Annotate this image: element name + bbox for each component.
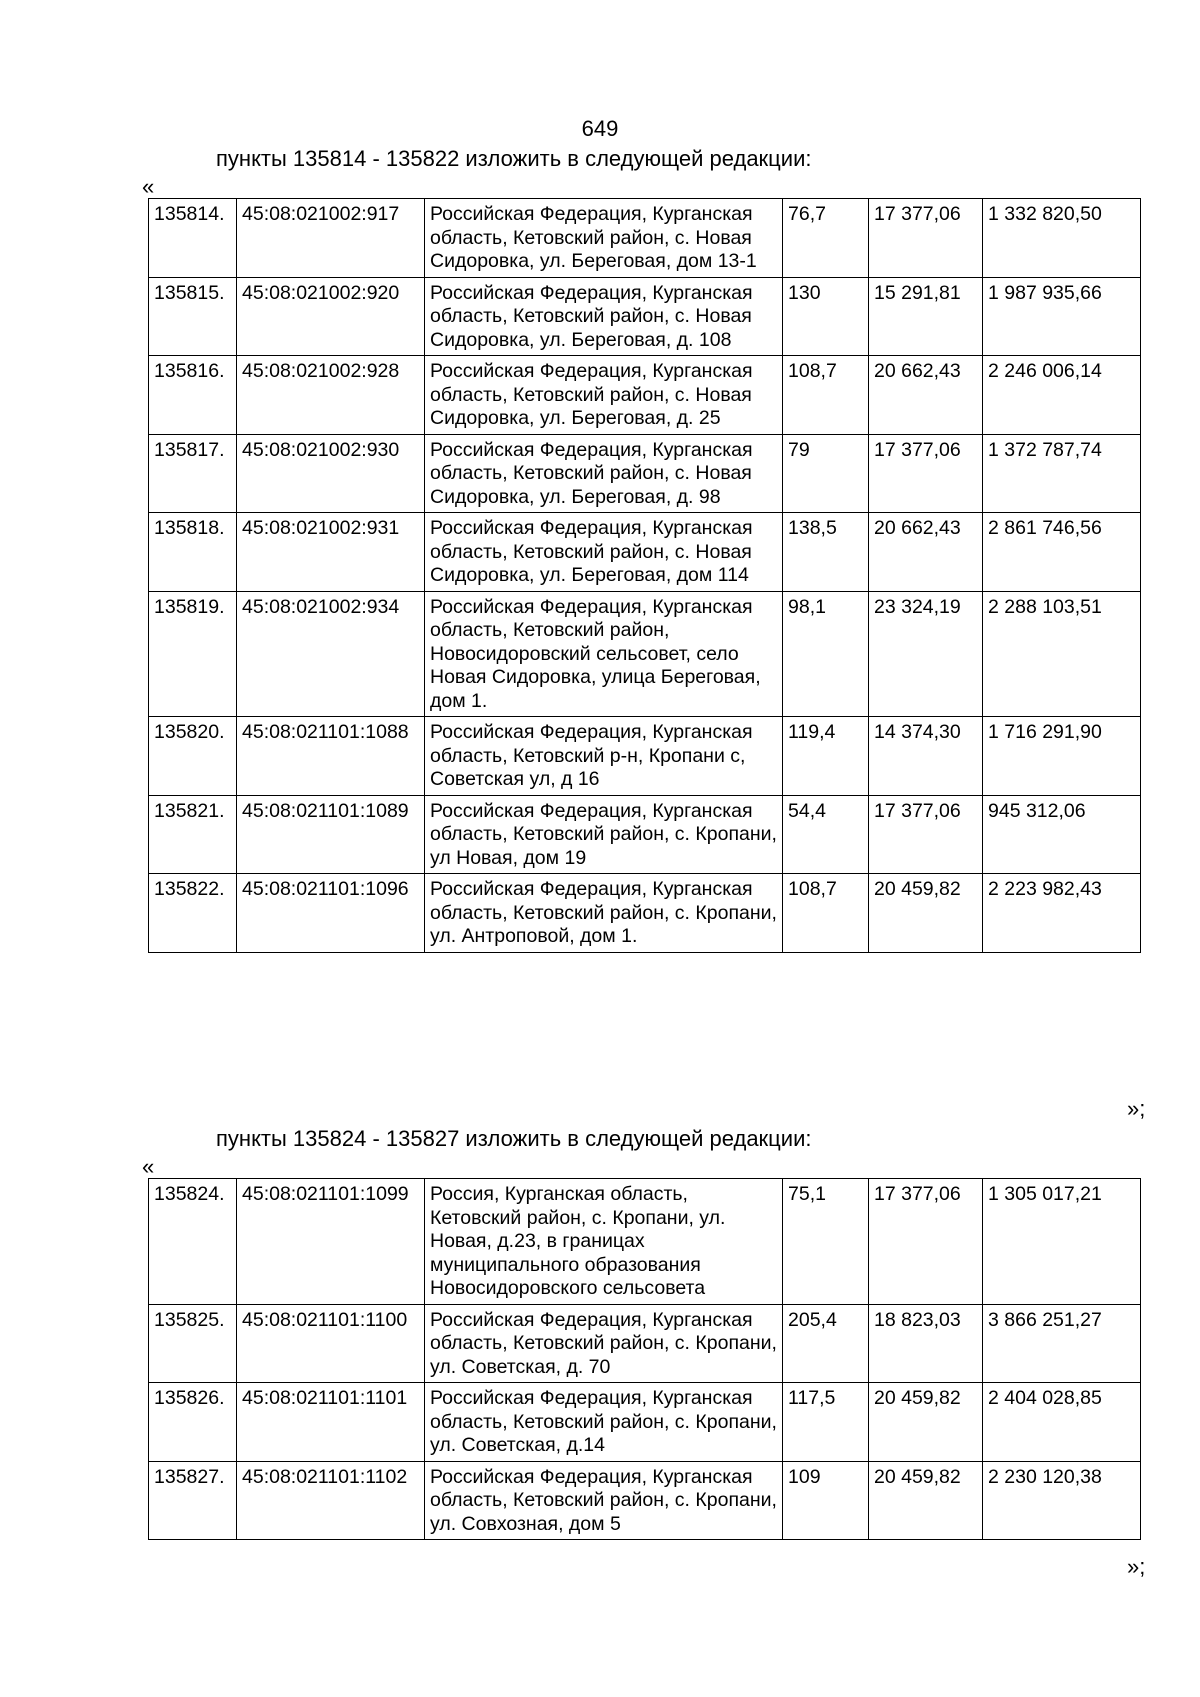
unit-price-cell: 14 374,30 xyxy=(869,717,983,796)
cadastral-number-cell: 45:08:021101:1088 xyxy=(237,717,425,796)
address-cell: Российская Федерация, Курганская область, Кетовский район, с. Кропани, ул. Совхозная, дом 5 xyxy=(425,1461,783,1540)
cadastral-value-cell: 2 861 746,56 xyxy=(983,513,1141,592)
unit-price-cell: 20 459,82 xyxy=(869,1383,983,1462)
table-row xyxy=(149,513,1141,592)
cadastral-value-cell: 2 230 120,38 xyxy=(983,1461,1141,1540)
address-cell: Российская Федерация, Курганская область, Кетовский район, с. Кропани, ул. Антроповой, дом 1. xyxy=(425,874,783,953)
table-row xyxy=(149,1304,1141,1383)
cadastral-number-cell: 45:08:021002:917 xyxy=(237,199,425,278)
cadastral-value-cell: 2 246 006,14 xyxy=(983,356,1141,435)
row-number-cell: 135820. xyxy=(149,717,237,796)
cadastral-value-cell: 1 332 820,50 xyxy=(983,199,1141,278)
area-cell: 108,7 xyxy=(783,874,869,953)
row-number-cell: 135822. xyxy=(149,874,237,953)
cadastral-number-cell: 45:08:021002:934 xyxy=(237,591,425,717)
cadastral-value-cell: 2 288 103,51 xyxy=(983,591,1141,717)
address-cell: Российская Федерация, Курганская область, Кетовский р-н, Кропани с, Советская ул, д 16 xyxy=(425,717,783,796)
cadastral-number-cell: 45:08:021101:1089 xyxy=(237,795,425,874)
table-row xyxy=(149,874,1141,953)
section-2-instruction: пункты 135824 - 135827 изложить в следующей редакции: xyxy=(216,1126,812,1151)
address-cell: Российская Федерация, Курганская область, Кетовский район, с. Новая Сидоровка, ул. Береговая, д. 108 xyxy=(425,277,783,356)
area-cell: 205,4 xyxy=(783,1304,869,1383)
cadastral-number-cell: 45:08:021101:1096 xyxy=(237,874,425,953)
table-row xyxy=(149,199,1141,278)
cadastral-value-cell: 1 987 935,66 xyxy=(983,277,1141,356)
cadastral-number-cell: 45:08:021101:1102 xyxy=(237,1461,425,1540)
area-cell: 98,1 xyxy=(783,591,869,717)
row-number-cell: 135825. xyxy=(149,1304,237,1383)
section-1-table xyxy=(148,198,1141,953)
unit-price-cell: 20 662,43 xyxy=(869,356,983,435)
section-1-table-body xyxy=(149,199,1141,953)
cadastral-value-cell: 2 404 028,85 xyxy=(983,1383,1141,1462)
unit-price-cell: 17 377,06 xyxy=(869,1179,983,1305)
table-row xyxy=(149,356,1141,435)
row-number-cell: 135827. xyxy=(149,1461,237,1540)
address-cell: Российская Федерация, Курганская область, Кетовский район, с. Кропани, ул. Советская, д.14 xyxy=(425,1383,783,1462)
area-cell: 79 xyxy=(783,434,869,513)
address-cell: Российская Федерация, Курганская область, Кетовский район, с. Новая Сидоровка, ул. Береговая, дом 13-1 xyxy=(425,199,783,278)
unit-price-cell: 20 459,82 xyxy=(869,874,983,953)
cadastral-number-cell: 45:08:021101:1101 xyxy=(237,1383,425,1462)
unit-price-cell: 18 823,03 xyxy=(869,1304,983,1383)
cadastral-number-cell: 45:08:021101:1099 xyxy=(237,1179,425,1305)
area-cell: 76,7 xyxy=(783,199,869,278)
unit-price-cell: 20 662,43 xyxy=(869,513,983,592)
section-2-table xyxy=(148,1178,1141,1540)
address-cell: Россия, Курганская область, Кетовский район, с. Кропани, ул. Новая, д.23, в границах муниципального образования Новосидоровского сельсовета xyxy=(425,1179,783,1305)
address-cell: Российская Федерация, Курганская область, Кетовский район, с. Новая Сидоровка, ул. Береговая, д. 25 xyxy=(425,356,783,435)
section-1-close-quote: »; xyxy=(1127,1096,1146,1121)
row-number-cell: 135824. xyxy=(149,1179,237,1305)
table-row xyxy=(149,1179,1141,1305)
table-row xyxy=(149,434,1141,513)
area-cell: 119,4 xyxy=(783,717,869,796)
address-cell: Российская Федерация, Курганская область, Кетовский район, с. Кропани, ул Новая, дом 19 xyxy=(425,795,783,874)
cadastral-number-cell: 45:08:021101:1100 xyxy=(237,1304,425,1383)
unit-price-cell: 15 291,81 xyxy=(869,277,983,356)
area-cell: 108,7 xyxy=(783,356,869,435)
unit-price-cell: 20 459,82 xyxy=(869,1461,983,1540)
table-row xyxy=(149,717,1141,796)
unit-price-cell: 17 377,06 xyxy=(869,199,983,278)
table-row xyxy=(149,1461,1141,1540)
address-cell: Российская Федерация, Курганская область, Кетовский район, с. Кропани, ул. Советская, д. 70 xyxy=(425,1304,783,1383)
row-number-cell: 135817. xyxy=(149,434,237,513)
cadastral-number-cell: 45:08:021002:930 xyxy=(237,434,425,513)
row-number-cell: 135815. xyxy=(149,277,237,356)
cadastral-value-cell: 1 372 787,74 xyxy=(983,434,1141,513)
cadastral-number-cell: 45:08:021002:931 xyxy=(237,513,425,592)
table-row xyxy=(149,591,1141,717)
page-number: 649 xyxy=(581,116,619,141)
section-2-open-quote: « xyxy=(142,1154,155,1179)
row-number-cell: 135821. xyxy=(149,795,237,874)
area-cell: 130 xyxy=(783,277,869,356)
cadastral-value-cell: 3 866 251,27 xyxy=(983,1304,1141,1383)
address-cell: Российская Федерация, Курганская область, Кетовский район, с. Новая Сидоровка, ул. Береговая, дом 114 xyxy=(425,513,783,592)
unit-price-cell: 23 324,19 xyxy=(869,591,983,717)
unit-price-cell: 17 377,06 xyxy=(869,795,983,874)
cadastral-value-cell: 1 716 291,90 xyxy=(983,717,1141,796)
cadastral-value-cell: 945 312,06 xyxy=(983,795,1141,874)
row-number-cell: 135826. xyxy=(149,1383,237,1462)
area-cell: 75,1 xyxy=(783,1179,869,1305)
address-cell: Российская Федерация, Курганская область, Кетовский район, с. Новая Сидоровка, ул. Береговая, д. 98 xyxy=(425,434,783,513)
area-cell: 109 xyxy=(783,1461,869,1540)
row-number-cell: 135819. xyxy=(149,591,237,717)
row-number-cell: 135814. xyxy=(149,199,237,278)
table-row xyxy=(149,1383,1141,1462)
cadastral-number-cell: 45:08:021002:928 xyxy=(237,356,425,435)
area-cell: 138,5 xyxy=(783,513,869,592)
area-cell: 54,4 xyxy=(783,795,869,874)
row-number-cell: 135816. xyxy=(149,356,237,435)
section-1-instruction: пункты 135814 - 135822 изложить в следующей редакции: xyxy=(216,146,812,171)
table-row xyxy=(149,277,1141,356)
section-2-table-body xyxy=(149,1179,1141,1540)
address-cell: Российская Федерация, Курганская область, Кетовский район, Новосидоровский сельсовет, село Новая Сидоровка, улица Береговая, дом 1. xyxy=(425,591,783,717)
unit-price-cell: 17 377,06 xyxy=(869,434,983,513)
cadastral-value-cell: 1 305 017,21 xyxy=(983,1179,1141,1305)
section-2-close-quote: »; xyxy=(1127,1554,1146,1579)
section-1-open-quote: « xyxy=(142,174,155,199)
table-row xyxy=(149,795,1141,874)
cadastral-number-cell: 45:08:021002:920 xyxy=(237,277,425,356)
area-cell: 117,5 xyxy=(783,1383,869,1462)
cadastral-value-cell: 2 223 982,43 xyxy=(983,874,1141,953)
row-number-cell: 135818. xyxy=(149,513,237,592)
